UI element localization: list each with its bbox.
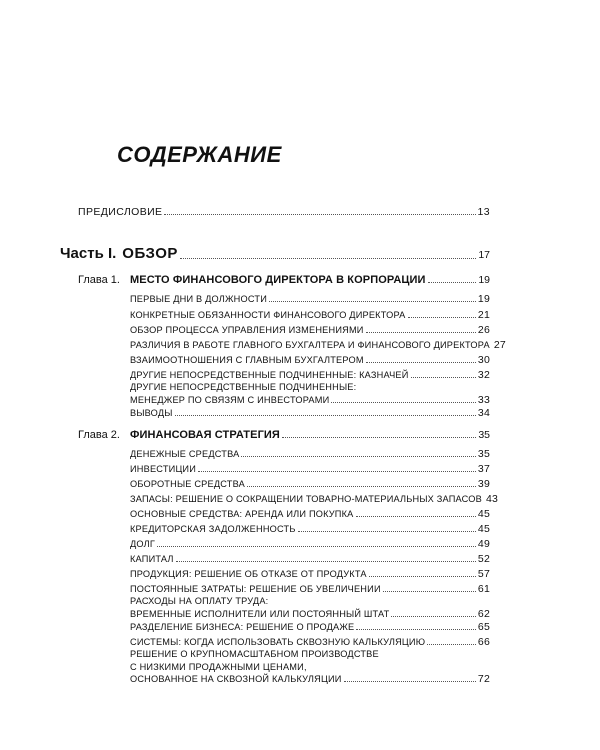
section-title: ОСНОВНЫЕ СРЕДСТВА: АРЕНДА ИЛИ ПОКУПКА: [130, 509, 354, 519]
page-number: 62: [477, 607, 490, 620]
page-number: 19: [478, 274, 490, 286]
chapter-label: Глава 2.: [78, 429, 120, 441]
section-title-line: ОСНОВАННОЕ НА СКВОЗНОЙ КАЛЬКУЛЯЦИИ: [130, 674, 342, 684]
page-number: 49: [477, 538, 490, 550]
toc-entry-section: [130, 523, 490, 535]
section-title-line: МЕНЕДЖЕР ПО СВЯЗЯМ С ИНВЕСТОРАМИ: [130, 394, 330, 405]
preface-title: ПРЕДИСЛОВИЕ: [78, 206, 163, 218]
toc-entry-section: [130, 583, 490, 595]
dot-leader: [157, 546, 476, 547]
toc-entry-section: [130, 568, 490, 580]
section-title: ОБЗОР ПРОЦЕССА УПРАВЛЕНИЯ ИЗМЕНЕНИЯМИ: [130, 325, 364, 335]
part-title: ОБЗОР: [122, 245, 178, 262]
page-number: 72: [477, 673, 490, 685]
dot-leader: [247, 486, 476, 487]
dot-leader: [176, 561, 476, 562]
toc-entry-part-1: [60, 245, 490, 262]
page-number: 26: [477, 324, 490, 336]
toc-entry-section: [130, 407, 490, 419]
toc-entry-section: [130, 508, 490, 520]
toc-entry-section: [130, 493, 499, 505]
section-title: КРЕДИТОРСКАЯ ЗАДОЛЖЕННОСТЬ: [130, 524, 296, 534]
section-title: КАПИТАЛ: [130, 554, 174, 564]
toc-entry-section: [130, 478, 490, 490]
dot-leader: [282, 437, 476, 438]
page-number: 45: [477, 508, 490, 520]
page-number: 57: [477, 568, 490, 580]
chapter-label: Глава 1.: [78, 274, 120, 286]
dot-leader: [428, 282, 477, 283]
part-label: Часть I.: [60, 245, 117, 262]
page-number: 34: [477, 407, 490, 419]
dot-leader: [356, 629, 476, 630]
page-number: 33: [477, 393, 490, 406]
section-title: ПРОДУКЦИЯ: РЕШЕНИЕ ОБ ОТКАЗЕ ОТ ПРОДУКТА: [130, 569, 367, 579]
section-title-line: ВРЕМЕННЫЕ ИСПОЛНИТЕЛИ ИЛИ ПОСТОЯННЫЙ ШТАТ: [130, 608, 390, 619]
section-title: ЗАПАСЫ: РЕШЕНИЕ О СОКРАЩЕНИИ ТОВАРНО-МАТЕРИАЛЬНЫХ ЗАПАСОВ: [130, 494, 482, 504]
toc-entry-section: [130, 309, 490, 321]
section-title: РАЗДЕЛЕНИЕ БИЗНЕСА: РЕШЕНИЕ О ПРОДАЖЕ: [130, 622, 355, 632]
section-title: ВЗАИМООТНОШЕНИЯ С ГЛАВНЫМ БУХГАЛТЕРОМ: [130, 355, 364, 365]
dot-leader: [383, 591, 476, 592]
page-number: 45: [477, 523, 490, 535]
page-number: 13: [477, 206, 490, 218]
section-title: СИСТЕМЫ: КОГДА ИСПОЛЬЗОВАТЬ СКВОЗНУЮ КАЛЬКУЛЯЦИЮ: [130, 637, 426, 647]
toc-entry-section: [130, 324, 490, 336]
toc-entry-section: [130, 339, 506, 351]
section-title: ДОЛГ: [130, 539, 156, 549]
toc-entry-section: [130, 538, 490, 550]
page-number: 19: [477, 293, 490, 305]
page-number: 32: [477, 369, 490, 381]
section-title: КОНКРЕТНЫЕ ОБЯЗАННОСТИ ФИНАНСОВОГО ДИРЕКТОРА: [130, 310, 406, 320]
page-title: СОДЕРЖАНИЕ: [117, 142, 282, 167]
section-title: ПЕРВЫЕ ДНИ В ДОЛЖНОСТИ: [130, 294, 267, 304]
page-number: 65: [477, 621, 490, 633]
dot-leader: [198, 471, 476, 472]
dot-leader: [408, 317, 476, 318]
toc-entry-section: [130, 293, 490, 305]
section-title-line: РАСХОДЫ НА ОПЛАТУ ТРУДА:: [130, 596, 269, 606]
section-title: ВЫВОДЫ: [130, 408, 173, 418]
dot-leader: [164, 214, 475, 215]
page-number: 27: [493, 339, 506, 351]
section-title: ДЕНЕЖНЫЕ СРЕДСТВА: [130, 449, 240, 459]
dot-leader: [175, 415, 476, 416]
chapter-title: ФИНАНСОВАЯ СТРАТЕГИЯ: [130, 429, 280, 441]
page-number: 35: [478, 429, 490, 441]
page-number: 43: [485, 493, 499, 505]
dot-leader: [427, 644, 476, 645]
page-number: 17: [478, 249, 490, 261]
page-number: 39: [477, 478, 490, 490]
toc-entry-section-multiline: [130, 648, 490, 686]
page-number: 35: [477, 448, 490, 460]
dot-leader: [344, 681, 476, 682]
dot-leader: [369, 576, 476, 577]
dot-leader: [411, 377, 476, 378]
dot-leader: [180, 258, 476, 259]
dot-leader: [391, 616, 475, 617]
dot-leader: [298, 531, 476, 532]
page-number: 37: [477, 463, 490, 475]
toc-entry-chapter-1: [78, 274, 490, 286]
toc-entry-section: [130, 553, 490, 565]
dot-leader: [366, 362, 476, 363]
toc-entry-chapter-2: [78, 429, 490, 441]
section-title-line: РЕШЕНИЕ О КРУПНОМАСШТАБНОМ ПРОИЗВОДСТВЕ: [130, 649, 379, 659]
page-number: 61: [477, 583, 490, 595]
section-title: ОБОРОТНЫЕ СРЕДСТВА: [130, 479, 245, 489]
toc-entry-section: [130, 354, 490, 366]
toc-entry-section: [130, 448, 490, 460]
toc-entry-section: [130, 636, 490, 648]
dot-leader: [269, 301, 476, 302]
section-title: ДРУГИЕ НЕПОСРЕДСТВЕННЫЕ ПОДЧИНЕННЫЕ: КАЗНАЧЕЙ: [130, 370, 409, 380]
section-title: ИНВЕСТИЦИИ: [130, 464, 197, 474]
page-number: 66: [477, 636, 490, 648]
toc-entry-section-multiline: [130, 381, 490, 406]
page-number: 52: [477, 553, 490, 565]
toc-entry-section: [130, 621, 490, 633]
section-title: РАЗЛИЧИЯ В РАБОТЕ ГЛАВНОГО БУХГАЛТЕРА И ФИНАНСОВОГО ДИРЕКТОРА: [130, 340, 490, 350]
dot-leader: [366, 332, 476, 333]
dot-leader: [331, 402, 476, 403]
section-title-line: ДРУГИЕ НЕПОСРЕДСТВЕННЫЕ ПОДЧИНЕННЫЕ:: [130, 382, 357, 392]
section-title: ПОСТОЯННЫЕ ЗАТРАТЫ: РЕШЕНИЕ ОБ УВЕЛИЧЕНИИ: [130, 584, 381, 594]
chapter-title: МЕСТО ФИНАНСОВОГО ДИРЕКТОРА В КОРПОРАЦИИ: [130, 274, 426, 286]
dot-leader: [241, 456, 475, 457]
dot-leader: [356, 516, 476, 517]
toc-entry-preface: [78, 206, 490, 218]
toc-entry-section: [130, 369, 490, 381]
toc-entry-section: [130, 463, 490, 475]
section-title-line: С НИЗКИМИ ПРОДАЖНЫМИ ЦЕНАМИ,: [130, 661, 307, 672]
toc-entry-section-multiline: [130, 595, 490, 620]
page-number: 30: [477, 354, 490, 366]
page-number: 21: [477, 309, 490, 321]
